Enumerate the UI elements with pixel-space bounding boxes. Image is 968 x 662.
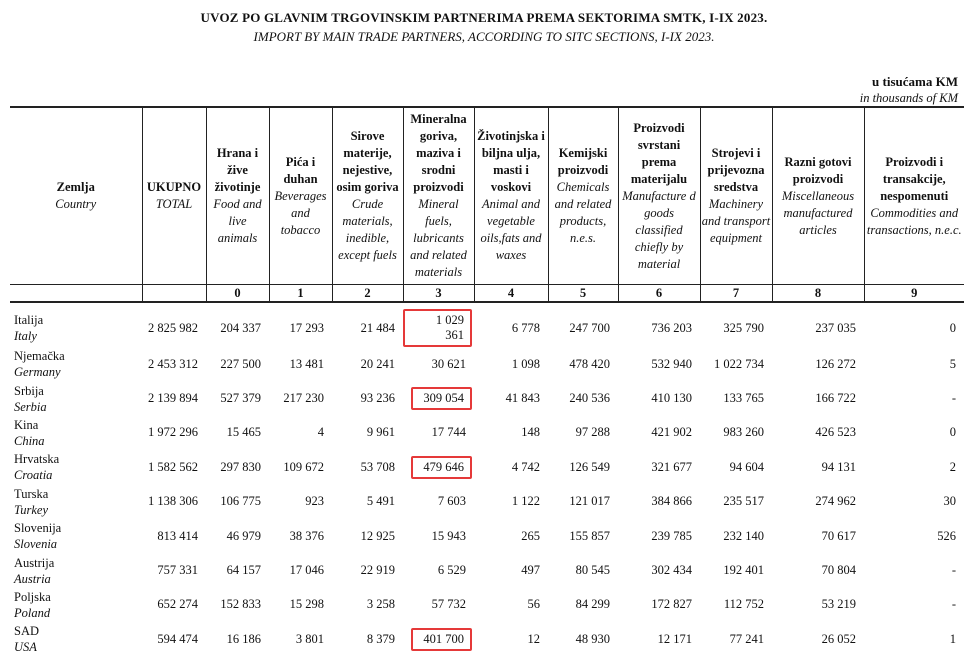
sitc-4-value-cell	[474, 302, 548, 347]
sitc-5-value-cell	[548, 485, 618, 519]
unit-label-hr: u tisućama KM	[872, 74, 958, 89]
country-name-hr: Njemačka	[14, 349, 65, 364]
sitc-2-value-cell	[332, 416, 403, 450]
cell-value: 12 925	[360, 528, 395, 543]
cell-value: 94 131	[821, 459, 856, 474]
sitc-7-value-cell	[700, 302, 772, 347]
cell-value: 497	[521, 563, 540, 578]
cell-value: 0	[949, 320, 956, 335]
cell-value: 64 157	[226, 563, 261, 578]
sitc-2-value-cell	[332, 553, 403, 587]
col-num-8: 8	[772, 285, 864, 303]
sitc-6-value-cell	[618, 622, 700, 656]
sitc-7-value-cell	[700, 553, 772, 587]
sitc-0-value-cell	[206, 553, 269, 587]
col-header-1: Pića i duhan Beverages and tobacco	[269, 107, 332, 285]
country-name-en: USA	[14, 640, 37, 655]
country-cell	[10, 450, 142, 484]
sitc-8-value-cell	[772, 622, 864, 656]
cell-value: 148	[521, 425, 540, 440]
col-header-3: Mineralna goriva, maziva i srodni proizvodi Mineral fuels, lubricants and related materials	[403, 107, 474, 285]
sitc-1-value-cell	[269, 416, 332, 450]
cell-value: 325 790	[723, 320, 764, 335]
sitc-6-value-cell	[618, 381, 700, 415]
country-name-hr: Hrvatska	[14, 452, 60, 467]
cell-value: 192 401	[723, 563, 764, 578]
cell-value: 478 420	[569, 356, 610, 371]
sitc-2-value-cell	[332, 622, 403, 656]
cell-value: 70 617	[821, 528, 856, 543]
cell-value: 3 801	[295, 631, 324, 646]
cell-value: 239 785	[651, 528, 692, 543]
country-name-en: Serbia	[14, 399, 47, 414]
cell-value: -	[951, 391, 956, 406]
col-header-9: Proizvodi i transakcije, nespomenuti Commodities and transactions, n.e.c.	[864, 107, 964, 285]
cell-value: 9 961	[366, 425, 395, 440]
cell-value: 384 866	[651, 494, 692, 509]
unit-label-en: in thousands of KM	[859, 91, 958, 105]
cell-value: 20 241	[360, 356, 395, 371]
sitc-3-value-cell	[403, 450, 474, 484]
cell-value: 41 843	[505, 391, 540, 406]
sitc-1-value-cell	[269, 519, 332, 553]
cell-value: 5 491	[366, 494, 395, 509]
sitc-7-value-cell	[700, 519, 772, 553]
sitc-5-value-cell	[548, 450, 618, 484]
sitc-0-value-cell	[206, 450, 269, 484]
sitc-6-value-cell	[618, 553, 700, 587]
sitc-9-value-cell	[864, 622, 964, 656]
cell-value: 126 549	[569, 459, 610, 474]
cell-value: 12 171	[657, 631, 692, 646]
sitc-3-value-cell	[403, 347, 474, 381]
sitc-5-value-cell	[548, 416, 618, 450]
sitc-5-value-cell	[548, 381, 618, 415]
sitc-2-value-cell	[332, 519, 403, 553]
header-row-labels	[10, 107, 964, 285]
country-name-hr: Srbija	[14, 383, 44, 398]
col-num-3: 3	[403, 285, 474, 303]
sitc-7-value-cell	[700, 381, 772, 415]
cell-value: 2 139 894	[148, 391, 198, 406]
sitc-3-value-cell	[403, 519, 474, 553]
table-row	[10, 519, 964, 553]
country-cell	[10, 588, 142, 622]
cell-value: 1 582 562	[148, 459, 198, 474]
sitc-8-value-cell	[772, 416, 864, 450]
cell-value: 17 046	[289, 563, 324, 578]
sitc-3-value-cell	[403, 622, 474, 656]
sitc-2-value-cell	[332, 485, 403, 519]
cell-value: 80 545	[575, 563, 610, 578]
cell-value: 133 765	[723, 391, 764, 406]
cell-value: 15 298	[289, 597, 324, 612]
cell-value: 84 299	[575, 597, 610, 612]
cell-value: 126 272	[815, 356, 856, 371]
col-num-7: 7	[700, 285, 772, 303]
col-num-country	[10, 285, 142, 303]
cell-value: 166 722	[815, 391, 856, 406]
cell-value: 53 708	[360, 459, 395, 474]
cell-value: -	[951, 597, 956, 612]
highlighted-value: 309 054	[411, 387, 472, 410]
table-body	[10, 302, 964, 657]
sitc-5-value-cell	[548, 553, 618, 587]
sitc-0-value-cell	[206, 416, 269, 450]
sitc-1-value-cell	[269, 450, 332, 484]
cell-value: 112 752	[723, 597, 764, 612]
cell-value: 30 621	[431, 356, 466, 371]
sitc-5-value-cell	[548, 302, 618, 347]
cell-value: 53 219	[821, 597, 856, 612]
country-cell	[10, 622, 142, 656]
cell-value: 8 379	[366, 631, 395, 646]
sitc-4-value-cell	[474, 347, 548, 381]
sitc-4-value-cell	[474, 519, 548, 553]
sitc-4-value-cell	[474, 381, 548, 415]
cell-value: 13 481	[289, 356, 324, 371]
cell-value: 15 465	[226, 425, 261, 440]
cell-value: 2 453 312	[148, 356, 198, 371]
country-name-hr: SAD	[14, 624, 40, 639]
country-name-hr: Austrija	[14, 555, 55, 570]
cell-value: 172 827	[651, 597, 692, 612]
col-header-2: Sirove materije, nejestive, osim goriva Crude materials, inedible, except fuels	[332, 107, 403, 285]
sitc-0-value-cell	[206, 302, 269, 347]
col-num-4: 4	[474, 285, 548, 303]
sitc-6-value-cell	[618, 485, 700, 519]
country-name-hr: Poljska	[14, 589, 51, 604]
cell-value: 4 742	[511, 459, 540, 474]
country-name-hr: Turska	[14, 486, 49, 501]
total-value-cell	[142, 553, 206, 587]
cell-value: 410 130	[651, 391, 692, 406]
cell-value: 17 293	[289, 320, 324, 335]
cell-value: 6 529	[437, 563, 466, 578]
sitc-8-value-cell	[772, 588, 864, 622]
table-row	[10, 622, 964, 656]
country-cell	[10, 302, 142, 347]
total-value-cell	[142, 416, 206, 450]
sitc-1-value-cell	[269, 302, 332, 347]
col-num-total	[142, 285, 206, 303]
sitc-3-value-cell	[403, 381, 474, 415]
cell-value: 527 379	[220, 391, 261, 406]
cell-value: 26 052	[821, 631, 856, 646]
sitc-8-value-cell	[772, 450, 864, 484]
country-name-en: Turkey	[14, 502, 49, 517]
table-row	[10, 588, 964, 622]
table-header	[10, 107, 964, 302]
cell-value: 813 414	[157, 528, 198, 543]
country-name-en: Italy	[14, 329, 37, 343]
import-table	[10, 106, 964, 657]
country-name-en: Croatia	[14, 468, 53, 483]
sitc-1-value-cell	[269, 553, 332, 587]
total-value-cell	[142, 450, 206, 484]
sitc-2-value-cell	[332, 381, 403, 415]
sitc-7-value-cell	[700, 485, 772, 519]
col-num-9: 9	[864, 285, 964, 303]
highlighted-value: 1 029 361	[403, 309, 472, 347]
cell-value: 16 186	[226, 631, 261, 646]
cell-value: 0	[949, 425, 956, 440]
sitc-1-value-cell	[269, 347, 332, 381]
cell-value: 30	[943, 494, 956, 509]
sitc-9-value-cell	[864, 588, 964, 622]
total-value-cell	[142, 519, 206, 553]
sitc-1-value-cell	[269, 381, 332, 415]
cell-value: 923	[305, 494, 324, 509]
country-cell	[10, 553, 142, 587]
country-name-en: Poland	[14, 605, 51, 620]
sitc-6-value-cell	[618, 588, 700, 622]
sitc-0-value-cell	[206, 485, 269, 519]
cell-value: 757 331	[157, 563, 198, 578]
sitc-6-value-cell	[618, 347, 700, 381]
col-header-total: UKUPNO TOTAL	[142, 107, 206, 285]
cell-value: 21 484	[360, 320, 395, 335]
sitc-6-value-cell	[618, 302, 700, 347]
cell-value: 1 022 734	[714, 356, 764, 371]
cell-value: 227 500	[220, 356, 261, 371]
col-header-7: Strojevi i prijevozna sredstva Machinery and transport equipment	[700, 107, 772, 285]
cell-value: 217 230	[283, 391, 324, 406]
total-value-cell	[142, 347, 206, 381]
cell-value: 421 902	[651, 425, 692, 440]
country-cell	[10, 416, 142, 450]
cell-value: 736 203	[651, 320, 692, 335]
report-subtitle: IMPORT BY MAIN TRADE PARTNERS, ACCORDING TO SITC SECTIONS, I-IX 2023.	[253, 29, 715, 44]
sitc-9-value-cell	[864, 416, 964, 450]
cell-value: 983 260	[723, 425, 764, 440]
sitc-5-value-cell	[548, 519, 618, 553]
total-value-cell	[142, 588, 206, 622]
sitc-4-value-cell	[474, 553, 548, 587]
country-name-en: Slovenia	[14, 537, 58, 552]
cell-value: 48 930	[575, 631, 610, 646]
sitc-9-value-cell	[864, 381, 964, 415]
sitc-4-value-cell	[474, 450, 548, 484]
table-row	[10, 485, 964, 519]
sitc-8-value-cell	[772, 347, 864, 381]
cell-value: 237 035	[815, 320, 856, 335]
cell-value: 265	[521, 528, 540, 543]
country-cell	[10, 519, 142, 553]
sitc-7-value-cell	[700, 416, 772, 450]
cell-value: 1 122	[511, 494, 540, 509]
sitc-3-value-cell	[403, 416, 474, 450]
cell-value: 1 972 296	[148, 425, 198, 440]
cell-value: 526	[937, 528, 956, 543]
cell-value: 97 288	[575, 425, 610, 440]
cell-value: 106 775	[220, 494, 261, 509]
cell-value: 426 523	[815, 425, 856, 440]
sitc-8-value-cell	[772, 485, 864, 519]
cell-value: 5	[949, 356, 956, 371]
cell-value: 297 830	[220, 459, 261, 474]
country-cell	[10, 485, 142, 519]
sitc-9-value-cell	[864, 302, 964, 347]
cell-value: 240 536	[569, 391, 610, 406]
sitc-7-value-cell	[700, 622, 772, 656]
cell-value: 38 376	[289, 528, 324, 543]
country-name-hr: Kina	[14, 417, 39, 432]
col-header-6: Proizvodi svrstani prema materijalu Manufacture d goods classified chiefly by material	[618, 107, 700, 285]
table-row	[10, 416, 964, 450]
total-value-cell	[142, 622, 206, 656]
sitc-2-value-cell	[332, 450, 403, 484]
country-name-hr: Italija	[14, 313, 44, 327]
cell-value: 17 744	[431, 425, 466, 440]
sitc-6-value-cell	[618, 450, 700, 484]
cell-value: 532 940	[651, 356, 692, 371]
col-header-0: Hrana i žive životinje Food and live animals	[206, 107, 269, 285]
sitc-0-value-cell	[206, 622, 269, 656]
sitc-9-value-cell	[864, 553, 964, 587]
country-name-en: China	[14, 433, 45, 448]
cell-value: 77 241	[729, 631, 764, 646]
col-num-2: 2	[332, 285, 403, 303]
cell-value: 321 677	[651, 459, 692, 474]
sitc-7-value-cell	[700, 347, 772, 381]
sitc-1-value-cell	[269, 485, 332, 519]
report-title: UVOZ PO GLAVNIM TRGOVINSKIM PARTNERIMA PREMA SEKTORIMA SMTK, I-IX 2023.	[200, 10, 768, 25]
cell-value: 1 138 306	[148, 494, 198, 509]
country-cell	[10, 347, 142, 381]
sitc-9-value-cell	[864, 450, 964, 484]
sitc-3-value-cell	[403, 485, 474, 519]
sitc-0-value-cell	[206, 588, 269, 622]
sitc-4-value-cell	[474, 485, 548, 519]
sitc-1-value-cell	[269, 622, 332, 656]
cell-value: 594 474	[157, 631, 198, 646]
sitc-9-value-cell	[864, 519, 964, 553]
sitc-8-value-cell	[772, 519, 864, 553]
sitc-3-value-cell	[403, 302, 474, 347]
cell-value: 3 258	[366, 597, 395, 612]
sitc-9-value-cell	[864, 485, 964, 519]
sitc-6-value-cell	[618, 519, 700, 553]
cell-value: 274 962	[815, 494, 856, 509]
cell-value: 22 919	[360, 563, 395, 578]
cell-value: 2	[949, 459, 956, 474]
cell-value: 1	[949, 631, 956, 646]
cell-value: 152 833	[220, 597, 261, 612]
col-header-4: Životinjska i biljna ulja, masti i voskovi Animal and vegetable oils,fats and waxes	[474, 107, 548, 285]
header-row-numbers	[10, 285, 964, 303]
cell-value: 652 274	[157, 597, 198, 612]
sitc-5-value-cell	[548, 588, 618, 622]
sitc-1-value-cell	[269, 588, 332, 622]
table-row	[10, 347, 964, 381]
cell-value: 4	[317, 425, 324, 440]
cell-value: 247 700	[569, 320, 610, 335]
table-row	[10, 553, 964, 587]
country-cell	[10, 381, 142, 415]
col-header-5: Kemijski proizvodi Chemicals and related products, n.e.s.	[548, 107, 618, 285]
total-value-cell	[142, 485, 206, 519]
col-num-6: 6	[618, 285, 700, 303]
cell-value: 7 603	[437, 494, 466, 509]
col-num-0: 0	[206, 285, 269, 303]
sitc-0-value-cell	[206, 519, 269, 553]
cell-value: 56	[527, 597, 540, 612]
sitc-8-value-cell	[772, 302, 864, 347]
sitc-2-value-cell	[332, 588, 403, 622]
cell-value: 94 604	[729, 459, 764, 474]
cell-value: 46 979	[226, 528, 261, 543]
cell-value: 302 434	[651, 563, 692, 578]
total-value-cell	[142, 381, 206, 415]
cell-value: 93 236	[360, 391, 395, 406]
cell-value: 235 517	[723, 494, 764, 509]
sitc-4-value-cell	[474, 622, 548, 656]
sitc-2-value-cell	[332, 302, 403, 347]
sitc-4-value-cell	[474, 416, 548, 450]
col-num-1: 1	[269, 285, 332, 303]
country-name-hr: Slovenija	[14, 521, 62, 536]
cell-value: 1 098	[511, 356, 540, 371]
cell-value: 155 857	[569, 528, 610, 543]
country-name-en: Austria	[14, 571, 51, 586]
sitc-8-value-cell	[772, 553, 864, 587]
table-row	[10, 450, 964, 484]
cell-value: 6 778	[511, 320, 540, 335]
sitc-4-value-cell	[474, 588, 548, 622]
sitc-3-value-cell	[403, 588, 474, 622]
cell-value: -	[951, 563, 956, 578]
cell-value: 12	[527, 631, 540, 646]
cell-value: 57 732	[431, 597, 466, 612]
sitc-7-value-cell	[700, 588, 772, 622]
sitc-0-value-cell	[206, 347, 269, 381]
sitc-2-value-cell	[332, 347, 403, 381]
highlighted-value: 401 700	[411, 628, 472, 651]
sitc-8-value-cell	[772, 381, 864, 415]
total-value-cell	[142, 302, 206, 347]
cell-value: 232 140	[723, 528, 764, 543]
sitc-5-value-cell	[548, 347, 618, 381]
cell-value: 204 337	[220, 320, 261, 335]
country-name-en: Germany	[14, 365, 61, 380]
cell-value: 121 017	[569, 494, 610, 509]
sitc-9-value-cell	[864, 347, 964, 381]
cell-value: 109 672	[283, 459, 324, 474]
sitc-6-value-cell	[618, 416, 700, 450]
cell-value: 70 804	[821, 563, 856, 578]
col-num-5: 5	[548, 285, 618, 303]
sitc-3-value-cell	[403, 553, 474, 587]
highlighted-value: 479 646	[411, 456, 472, 479]
col-header-8: Razni gotovi proizvodi Miscellaneous manufactured articles	[772, 107, 864, 285]
cell-value: 2 825 982	[148, 320, 198, 335]
sitc-0-value-cell	[206, 381, 269, 415]
sitc-5-value-cell	[548, 622, 618, 656]
table-row	[10, 302, 964, 347]
table-row	[10, 381, 964, 415]
col-header-country: Zemlja Country	[10, 107, 142, 285]
sitc-7-value-cell	[700, 450, 772, 484]
cell-value: 15 943	[431, 528, 466, 543]
